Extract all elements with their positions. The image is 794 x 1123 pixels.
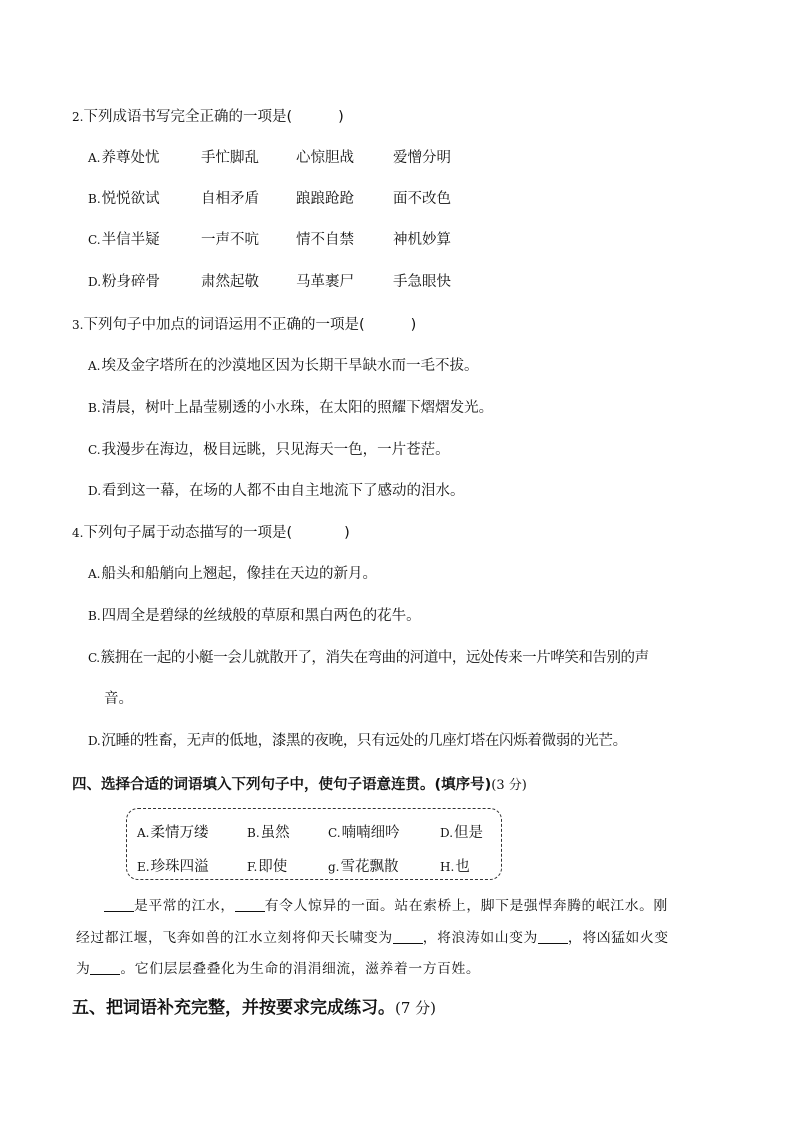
fill-blank[interactable] — [235, 897, 265, 912]
q2-option-b-word: 悦悦欲试 — [101, 191, 160, 207]
q4-option-b-text: 四周全是碧绿的丝绒般的草原和黑白两色的花牛。 — [101, 608, 421, 624]
q4-stem: 下列句子属于动态描写的一项是 — [83, 525, 287, 541]
word-bank-item[interactable] — [328, 855, 399, 876]
word-bank-item[interactable] — [137, 855, 209, 876]
word-bank-item[interactable] — [440, 855, 470, 876]
q4-option-b[interactable] — [88, 607, 421, 625]
q3-option-c-letter: C. — [88, 443, 101, 457]
q3-option-a-text: 埃及金字塔所在的沙漠地区因为长期干旱缺水而一毛不拔。 — [101, 358, 479, 374]
q3-option-c-text: 我漫步在海边，极目远眺，只见海天一色，一片苍茫。 — [101, 442, 450, 458]
q4-option-d-text: 沉睡的牲畜，无声的低地，漆黑的夜晚，只有远处的几座灯塔在闪烁着微弱的光芒。 — [101, 733, 627, 749]
word-bank-item[interactable] — [247, 821, 290, 842]
q4-option-c-text-cont: 音。 — [104, 691, 133, 707]
word-bank-word: 雪花飘散 — [340, 859, 399, 875]
q2-option-c-word: 半信半疑 — [101, 232, 160, 248]
q4-option-a[interactable] — [88, 565, 377, 583]
passage-text: ，将凶猛如火变 — [567, 930, 669, 946]
q3-option-b[interactable] — [88, 399, 493, 417]
q2-number: 2. — [72, 110, 84, 124]
q4-option-c-text: 簇拥在一起的小艇一会儿就散开了，消失在弯曲的河道中，远处传来一片哗笑和告别的声 — [100, 650, 649, 666]
q2-option-b-word: 踉踉跄跄 — [296, 191, 354, 207]
q2-option-a-letter: A. — [88, 151, 101, 165]
word-bank-item[interactable] — [137, 821, 208, 842]
passage-text: 有令人惊异的一面。站在索桥上，脚下是强悍奔腾的岷江水。刚 — [264, 898, 668, 914]
q4-option-d[interactable] — [88, 732, 627, 750]
q2-option-b-word: 自相矛盾 — [201, 191, 259, 207]
q3-option-a-letter: A. — [88, 359, 101, 373]
q2-option-c-letter: C. — [88, 233, 101, 247]
q2-option-b-word: 面不改色 — [393, 191, 451, 207]
section4-title — [72, 773, 527, 794]
q3-answer-paren-open: ( — [358, 317, 365, 333]
word-bank-letter: F. — [247, 860, 258, 874]
word-bank-letter: E. — [137, 860, 150, 874]
q3-option-b-letter: B. — [88, 401, 101, 415]
q3-option-d-letter: D. — [88, 484, 102, 498]
section5-title — [72, 993, 436, 1018]
q4-option-c-continued — [104, 690, 133, 708]
q2-option-c-word: 神机妙算 — [393, 232, 451, 248]
q3-option-c[interactable] — [88, 441, 450, 459]
q3-answer-paren-close: ) — [410, 317, 417, 333]
word-bank-word: 但是 — [454, 825, 484, 841]
passage-text: 是平常的江水， — [134, 898, 235, 914]
word-bank-word: 也 — [455, 859, 470, 875]
passage-line-1 — [104, 894, 668, 914]
q2-option-a-word: 爱憎分明 — [393, 150, 451, 166]
q2-option-d-word: 马革裹尸 — [296, 274, 354, 290]
passage-text: 。它们层层叠叠化为生命的涓涓细流，滋养着一方百姓。 — [120, 961, 481, 977]
q2-answer-paren-close: ) — [338, 109, 344, 125]
q2-option-c-word: 情不自禁 — [296, 232, 354, 248]
word-bank-letter: D. — [440, 826, 454, 840]
q3-option-d-text: 看到这一幕，在场的人都不由自主地流下了感动的泪水。 — [102, 483, 465, 499]
q4-option-c[interactable] — [88, 649, 649, 667]
q3-option-b-text: 清晨，树叶上晶莹剔透的小水珠，在太阳的照耀下熠熠发光。 — [101, 400, 494, 416]
passage-line-3 — [76, 957, 480, 977]
q2-option-a-word: 心惊胆战 — [296, 150, 354, 166]
q2-answer-paren-open: ( — [286, 109, 293, 125]
word-bank-item[interactable] — [328, 821, 400, 842]
word-bank-letter: g. — [328, 860, 340, 874]
section4-points: (3 分) — [491, 778, 527, 793]
word-bank-letter: B. — [247, 826, 260, 840]
q4-option-a-letter: A. — [88, 567, 101, 581]
fill-blank[interactable] — [104, 897, 134, 912]
fill-blank[interactable] — [538, 929, 568, 944]
word-bank-word: 喃喃细吟 — [341, 825, 400, 841]
q2-option-c-word: 一声不吭 — [201, 232, 259, 248]
q2-option-d-word: 肃然起敬 — [201, 274, 259, 290]
q4-option-a-text: 船头和船艄向上翘起，像挂在天边的新月。 — [101, 566, 377, 582]
word-bank-box — [126, 808, 502, 880]
word-bank-word: 珍珠四溢 — [150, 859, 209, 875]
q3-stem: 下列句子中加点的词语运用不正确的一项是 — [83, 317, 359, 333]
q4-answer-paren-close: ) — [344, 525, 350, 541]
fill-blank[interactable] — [90, 960, 120, 975]
section5-points: (7 分) — [395, 999, 437, 1017]
word-bank-word: 即使 — [258, 859, 288, 875]
q2-option-a-word: 养尊处忧 — [101, 150, 160, 166]
passage-text: 经过都江堰，飞奔如兽的江水立刻将仰天长啸变为 — [76, 930, 393, 946]
q4-option-d-letter: D. — [88, 734, 101, 748]
q2-option-d-word: 手急眼快 — [393, 274, 451, 290]
word-bank-word: 虽然 — [260, 825, 290, 841]
word-bank-word: 柔情万缕 — [150, 825, 209, 841]
passage-text: ，将浪涛如山变为 — [422, 930, 538, 946]
section5-title-text: 五、把词语补充完整，并按要求完成练习。 — [72, 998, 395, 1018]
passage-line-2 — [76, 926, 669, 946]
word-bank-item[interactable] — [440, 821, 483, 842]
q2-stem: 下列成语书写完全正确的一项是 — [83, 109, 287, 125]
q4-number: 4. — [72, 526, 84, 540]
q4-option-c-letter: C. — [88, 651, 100, 665]
fill-blank[interactable] — [393, 929, 423, 944]
passage-text: 为 — [76, 961, 91, 977]
q2-option-b-letter: B. — [88, 192, 101, 206]
q4-option-b-letter: B. — [88, 609, 101, 623]
word-bank-item[interactable] — [247, 855, 287, 876]
word-bank-letter: A. — [137, 826, 150, 840]
q2-option-d-letter: D. — [88, 275, 102, 289]
q2-option-d-word: 粉身碎骨 — [102, 274, 161, 290]
q4-stem-line — [72, 524, 350, 542]
word-bank-letter: C. — [328, 826, 341, 840]
q3-option-d[interactable] — [88, 482, 465, 500]
q2-option-a-word: 手忙脚乱 — [201, 150, 259, 166]
section4-title-text: 四、选择合适的词语填入下列句子中，使句子语意连贯。(填序号) — [72, 777, 492, 793]
q3-number: 3. — [72, 318, 84, 332]
word-bank-letter: H. — [440, 860, 455, 874]
q4-answer-paren-open: ( — [286, 525, 293, 541]
q2-stem-line — [72, 108, 344, 126]
q3-option-a[interactable] — [88, 357, 478, 375]
q3-stem-line — [72, 316, 416, 334]
